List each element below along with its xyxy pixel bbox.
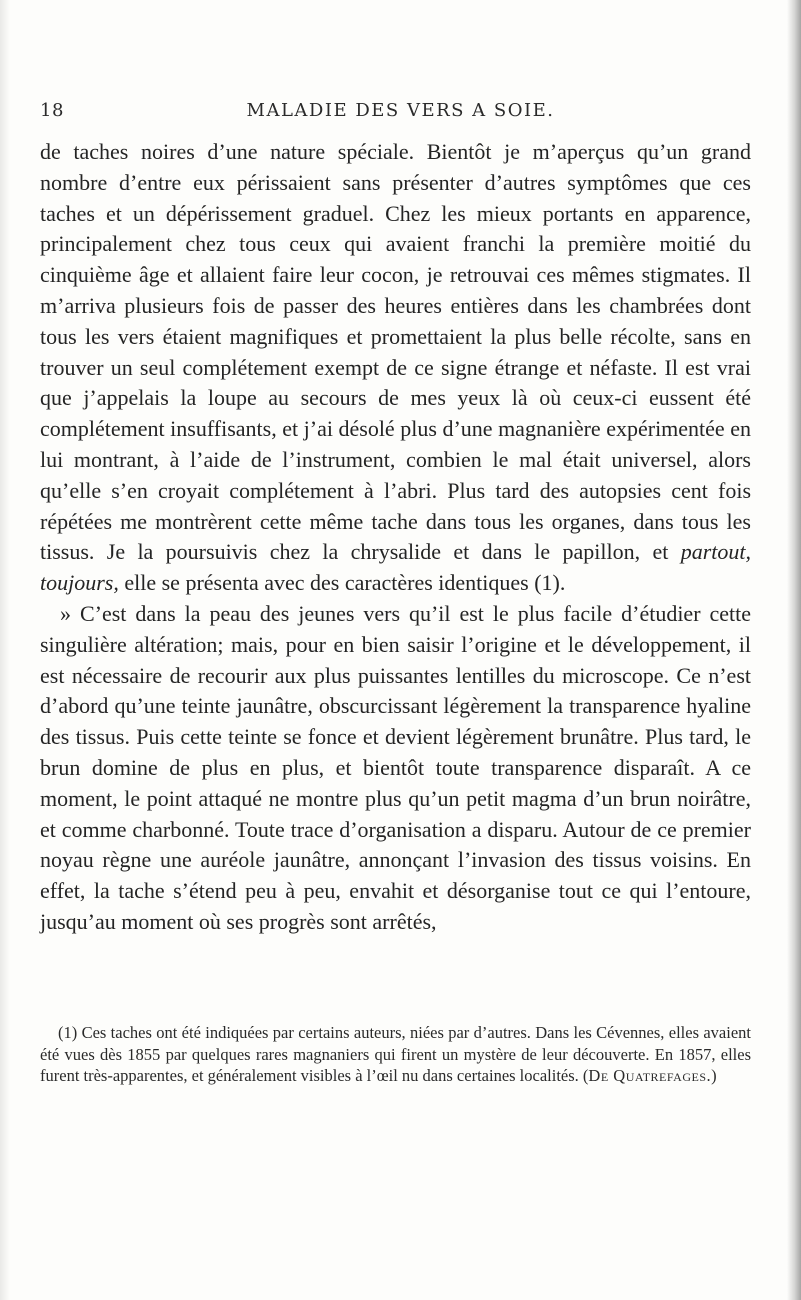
running-title: MALADIE DES VERS A SOIE. <box>246 100 555 121</box>
footnote-separator <box>40 1016 751 1017</box>
footnote <box>40 1022 751 1087</box>
footnote-author: De Quatrefages. <box>588 1066 712 1085</box>
page-gutter-shadow <box>0 0 10 1300</box>
footnote-text-after: ) <box>711 1066 717 1085</box>
paragraph-1-emphasis: partout, toujours, <box>40 539 752 596</box>
paragraph-1 <box>40 137 751 599</box>
paragraph-1-text-after: elle se présenta avec des caractères identiques (1). <box>124 570 566 596</box>
footnote-text-before: (1) Ces taches ont été indiquées par certains auteurs, niées par d’autres. Dans les Cévennes, elles avaient été vues dès 1855 par quelques rares magnaniers qui firent un mystère de leur découverte. En 1857, elles furent très-apparentes, et généralement visibles à l’œil nu dans certaines localités. ( <box>40 1023 751 1085</box>
paragraph-1-text-before: de taches noires d’une nature spéciale. Bientôt je m’aperçus qu’un grand nombre d’entre eux périssaient sans présenter d’autres symptômes que ces taches et un dépérissement graduel. Chez les mieux portants en apparence, principalement chez tous ceux qui avaient franchi la première moitié du cinquième âge et allaient faire leur cocon, je retrouvai ces mêmes stigmates. Il m’arriva plusieurs fois de passer des heures entières dans les chambrées dont tous les vers étaient magnifiques et promettaient la plus belle récolte, sans en trouver un seul complétement exempt de ce signe étrange et néfaste. Il est vrai que j’appelais la loupe au secours de mes yeux là où ceux-ci eussent été complétement insuffisants, et j’ai désolé plus d’une magnanière expérimentée en lui montrant, à l’aide de l’instrument, combien le mal était universel, alors qu’elle s’en croyait complétement à l’abri. Plus tard des autopsies cent fois répétées me montrèrent cette même tache dans tous les organes, dans tous les tissus. Je la poursuivis chez la chrysalide et dans le papillon, et <box>40 139 751 565</box>
page-header <box>40 100 761 132</box>
main-text <box>40 137 751 938</box>
page-number: 18 <box>40 100 64 121</box>
paragraph-2: » C’est dans la peau des jeunes vers qu’il est le plus facile d’étudier cette singulière altération; mais, pour en bien saisir l’origine et le développement, il est nécessaire de recourir aux plus puissantes lentilles du microscope. Ce n’est d’abord qu’une teinte jaunâtre, obscurcissant légèrement la transparence hyaline des tissus. Puis cette teinte se fonce et devient légèrement brunâtre. Plus tard, le brun domine de plus en plus, et bientôt toute transparence disparaît. A ce moment, le point attaqué ne montre plus qu’un petit magma d’un brun noirâtre, et comme charbonné. Toute trace d’organisation a disparu. Autour de ce premier noyau règne une auréole jaunâtre, annonçant l’invasion des tissus voisins. En effet, la tache s’étend peu à peu, envahit et désorganise tout ce qui l’entoure, jusqu’au moment où ses progrès sont arrêtés, <box>40 600 751 934</box>
page-edge-shadow <box>787 0 801 1300</box>
